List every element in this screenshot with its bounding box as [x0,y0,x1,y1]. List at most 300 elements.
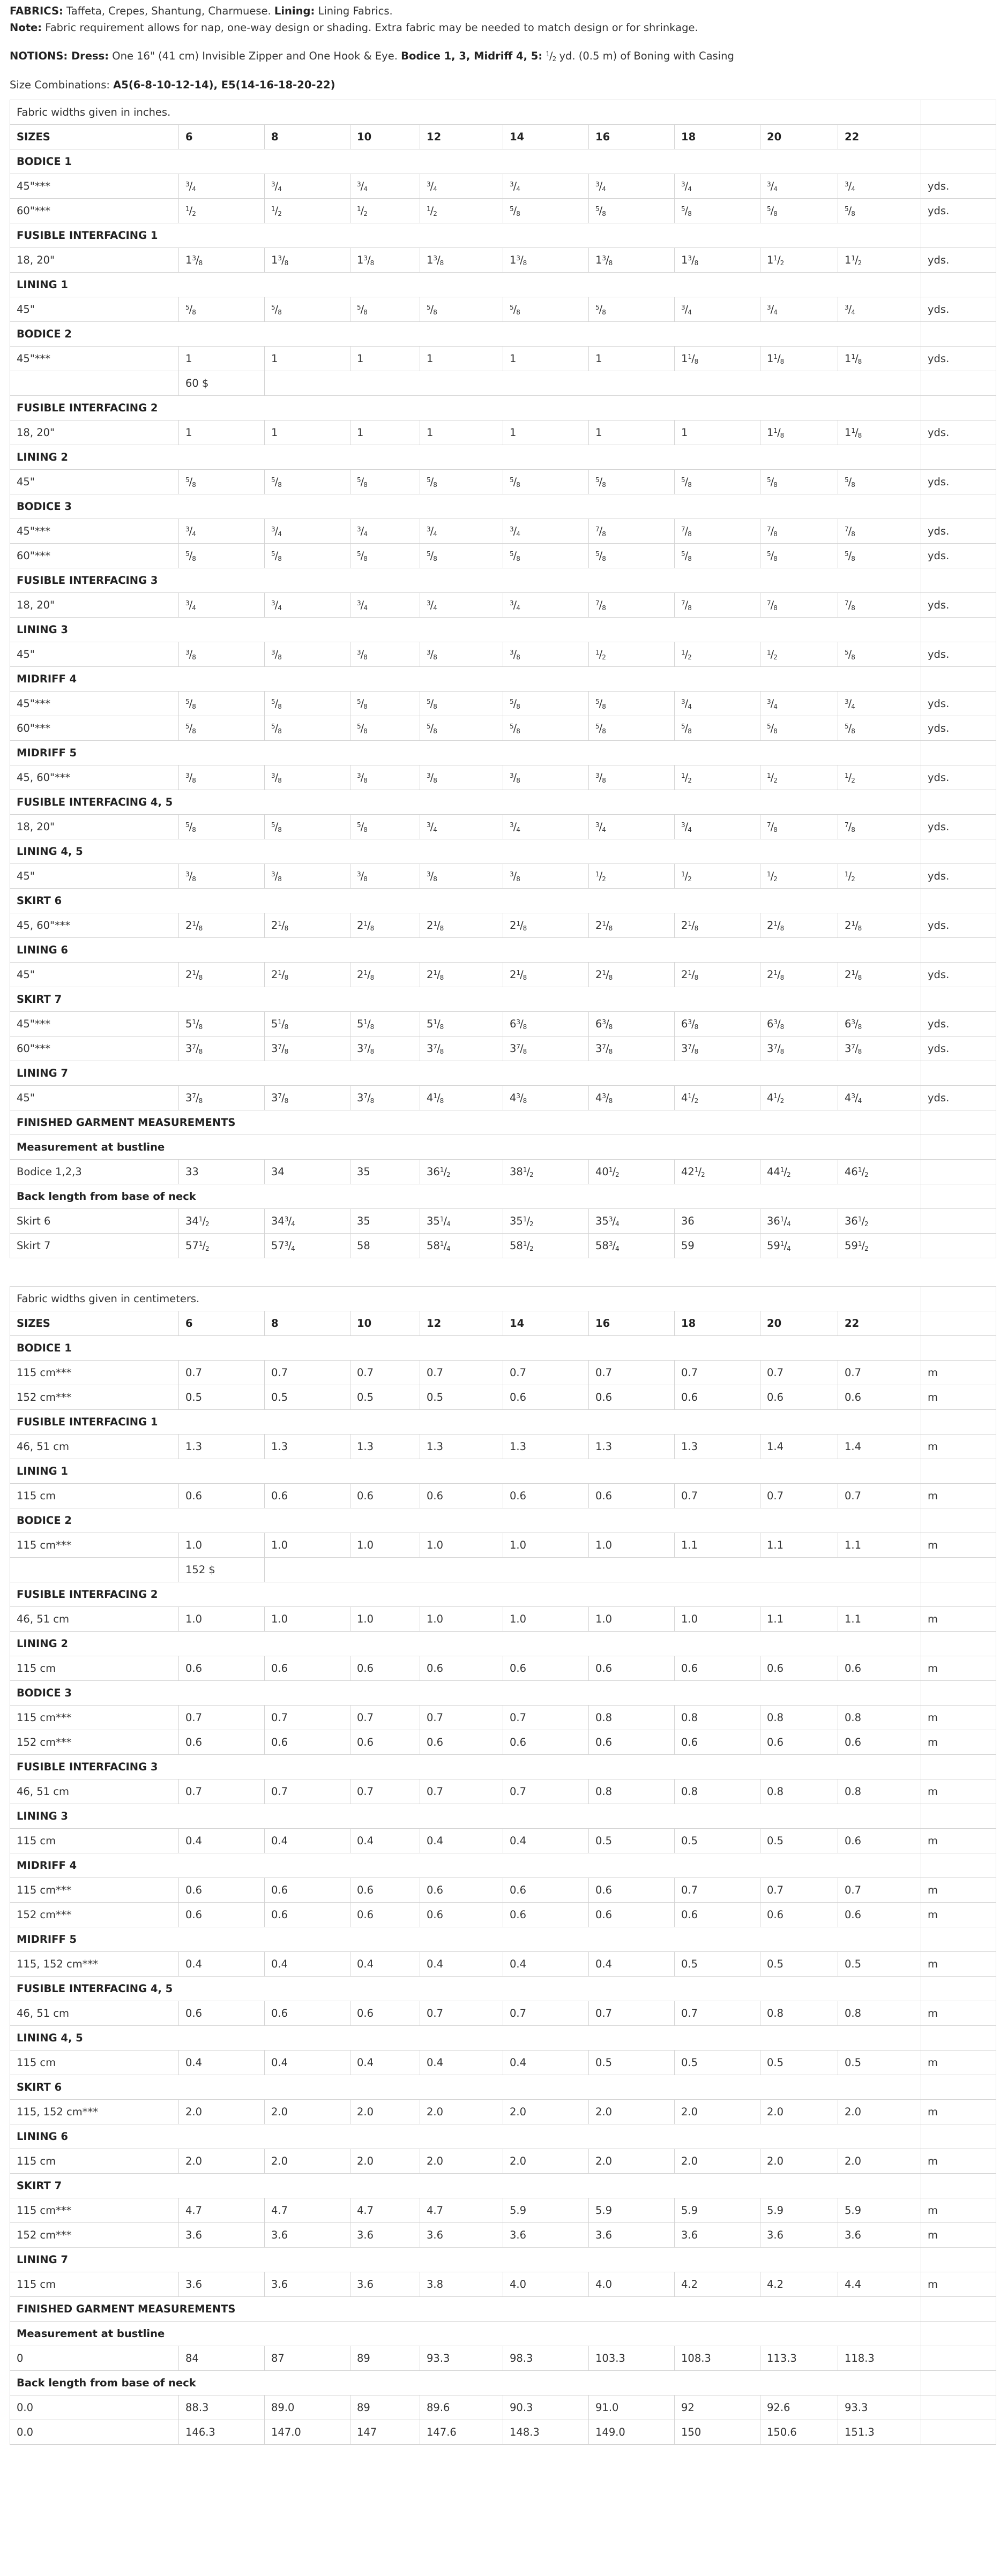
value-cell: 89 [350,2395,420,2420]
value-cell: $3^7/_8$ [503,1037,589,1061]
table-row [10,174,996,199]
fabric-width-label: 45"*** [10,347,179,371]
value-cell [350,544,420,568]
empty-cell [921,371,996,396]
value-cell: 1 [265,420,350,445]
value-cell: 2.0 [838,2149,921,2174]
value-cell: 0.5 [589,2051,675,2075]
section-title: FUSIBLE INTERFACING 3 [10,1755,921,1779]
notions-boning-text: yd. (0.5 m) of Boning with Casing [559,50,734,62]
value-cell: $36^1/_2$ [420,1160,503,1184]
value-cell [760,297,838,322]
fraction: $^1/_8$ [602,919,613,932]
empty-cell [265,371,921,396]
fraction: $^5/_8$ [681,549,691,562]
fraction: $^3/_8$ [278,253,288,267]
section-header-row [10,396,996,420]
value-cell: 3.6 [179,2272,265,2297]
fraction: $^1/_2$ [857,1239,868,1252]
value-cell: 0.6 [838,1730,921,1755]
unit-cell: yds. [921,248,996,273]
value-cell: $1^1/_8$ [838,347,921,371]
value-cell: 0.6 [179,1656,265,1681]
value-cell: $1^3/_8$ [503,248,589,273]
value-cell: 3.6 [265,2272,350,2297]
value-cell: 0.7 [350,1779,420,1804]
value-cell: 2.0 [760,2149,838,2174]
value-cell: 0.5 [265,1385,350,1410]
table-row [10,1878,996,1903]
value-cell: 1 [503,420,589,445]
value-cell: 0.6 [760,1903,838,1927]
value-cell: 0.8 [675,1779,760,1804]
value-cell [265,297,350,322]
value-cell: 0.6 [589,1730,675,1755]
value-cell [420,199,503,223]
value-cell [265,593,350,618]
fraction: $^3/_4$ [427,524,437,538]
table-row [10,765,996,790]
table-row [10,1234,996,1258]
empty-cell [921,1927,996,1952]
notions-line [10,45,990,68]
value-cell: $2^1/_8$ [589,913,675,938]
value-cell: 0.7 [420,1361,503,1385]
fraction: $^3/_8$ [427,771,437,784]
value-cell: $4^3/_8$ [503,1086,589,1110]
value-cell: 4.7 [265,2198,350,2223]
value-cell [675,174,760,199]
fraction: $^7/_8$ [767,524,777,538]
value-cell: 0.5 [838,1952,921,1977]
value-cell: $1^3/_8$ [589,248,675,273]
fraction: $^3/_8$ [363,253,374,267]
unit-cell: m [921,2100,996,2124]
fraction: $^5/_8$ [427,697,437,710]
unit-cell: yds. [921,913,996,938]
fraction: $^5/_8$ [357,549,367,562]
fraction: $^3/_8$ [185,869,196,883]
fraction: $^3/_4$ [427,820,437,833]
fraction: $^5/_8$ [595,303,606,316]
fraction: $^1/_8$ [433,1091,444,1105]
fabric-width-label: 46, 51 cm [10,2001,179,2026]
value-cell: 0.7 [265,1706,350,1730]
section-header-row [10,1061,996,1086]
value-cell: $1^3/_8$ [265,248,350,273]
fraction: $^5/_8$ [845,204,855,217]
value-cell: 2.0 [420,2149,503,2174]
section-title: Back length from base of neck [10,2371,921,2395]
value-cell: 0.7 [265,1779,350,1804]
table-row [10,544,996,568]
section-title: LINING 1 [10,273,921,297]
value-cell: 147.0 [265,2420,350,2445]
value-cell: $6^3/_8$ [589,1012,675,1037]
sizes-header-row [10,125,996,149]
fraction: $^3/_4$ [681,697,691,710]
section-header-row [10,1582,996,1607]
value-cell: 1 [179,347,265,371]
value-cell: 0.7 [589,2001,675,2026]
table-row [10,2420,996,2445]
value-cell [760,765,838,790]
value-cell: $4^3/_8$ [589,1086,675,1110]
value-cell: 0.7 [503,1706,589,1730]
unit-cell [921,2346,996,2371]
fraction: $^1/_2$ [780,1165,790,1178]
fraction: $^7/_8$ [516,1042,527,1055]
fraction: $^1/_8$ [433,1017,444,1031]
value-cell [179,716,265,741]
fraction: $^5/_8$ [595,697,606,710]
table-caption: Fabric widths given in inches. [10,100,921,125]
value-cell [503,765,589,790]
fraction: $^1/_8$ [602,968,613,981]
value-cell [589,199,675,223]
value-cell: 1.0 [179,1607,265,1632]
value-cell: 1.1 [838,1533,921,1558]
size-header-cell: 12 [420,1311,503,1336]
value-cell [350,519,420,544]
value-cell: $2^1/_8$ [838,963,921,987]
table-row [10,913,996,938]
fabric-width-label: 45"*** [10,519,179,544]
fraction: $^1/_8$ [688,352,698,365]
value-cell: 3.6 [265,2223,350,2248]
size-header-cell: 20 [760,1311,838,1336]
value-cell [265,716,350,741]
value-cell [179,544,265,568]
value-cell: $3^7/_8$ [265,1037,350,1061]
fraction: $^1/_4$ [439,1214,450,1228]
fabric-width-label: 46, 51 cm [10,1607,179,1632]
section-title: Measurement at bustline [10,1135,921,1160]
size-header-cell: 20 [760,125,838,149]
size-header-cell: 6 [179,125,265,149]
notions-label: NOTIONS: Dress: [10,50,109,62]
notions-text: One 16" (41 cm) Invisible Zipper and One Hook & Eye. [112,50,398,62]
fraction: $^5/_8$ [185,820,196,833]
fraction: $^1/_8$ [688,968,698,981]
section-title: SKIRT 7 [10,987,921,1012]
table-row [10,1607,996,1632]
unit-cell: m [921,2001,996,2026]
empty-cell [921,790,996,815]
value-cell: $2^1/_8$ [179,913,265,938]
value-cell [420,593,503,618]
value-cell: 0.6 [179,1878,265,1903]
empty-cell [921,889,996,913]
value-cell [179,765,265,790]
table-row [10,593,996,618]
table-row [10,1037,996,1061]
unit-cell: m [921,1435,996,1459]
value-cell: $2^1/_8$ [265,963,350,987]
fraction: $^5/_8$ [845,475,855,489]
value-cell: 1.0 [350,1533,420,1558]
value-cell: 0.7 [350,1706,420,1730]
value-cell: 2.0 [760,2100,838,2124]
fraction: $^5/_8$ [595,475,606,489]
value-cell: 0.7 [760,1878,838,1903]
section-header-row [10,223,996,248]
fraction: $^3/_8$ [851,1017,862,1031]
empty-cell [921,2124,996,2149]
table-row [10,1435,996,1459]
fraction: $^1/_2$ [198,1239,209,1252]
empty-cell [921,2322,996,2346]
value-cell: 0.6 [350,1903,420,1927]
value-cell [589,642,675,667]
fraction: $^3/_4$ [271,524,281,538]
value-cell: $3^7/_8$ [675,1037,760,1061]
section-title: BODICE 1 [10,149,921,174]
value-cell: 0.6 [350,1730,420,1755]
unit-cell: yds. [921,815,996,839]
fraction: $^7/_8$ [681,524,691,538]
fabric-width-label: 18, 20" [10,248,179,273]
empty-cell [921,273,996,297]
value-cell [503,519,589,544]
empty-cell [921,1410,996,1435]
fraction: $^1/_8$ [278,1017,288,1031]
value-cell: 1.0 [265,1533,350,1558]
fraction: $^3/_8$ [510,648,520,661]
value-cell: 1.0 [350,1607,420,1632]
value-cell [760,815,838,839]
value-cell: 89 [350,2346,420,2371]
fraction: $^3/_4$ [427,598,437,612]
value-cell: 1.0 [675,1607,760,1632]
value-cell: 1.0 [420,1533,503,1558]
fraction: $^3/_8$ [357,771,367,784]
value-cell [179,593,265,618]
value-cell: 1.0 [589,1533,675,1558]
unit-cell [921,2420,996,2445]
fraction: $^1/_8$ [433,968,444,981]
value-cell: $3^7/_8$ [838,1037,921,1061]
value-cell: 0.4 [179,1829,265,1853]
fraction: $^3/_4$ [271,179,281,193]
section-header-row [10,1632,996,1656]
value-cell: 34 [265,1160,350,1184]
value-cell: $35^1/_2$ [503,1209,589,1234]
note-cell: 60 $ [179,371,265,396]
value-cell: $57^3/_4$ [265,1234,350,1258]
value-cell: 0.4 [265,1829,350,1853]
fraction: $^1/_2$ [185,204,196,217]
value-cell: $5^1/_8$ [350,1012,420,1037]
fabric-width-label: 115 cm*** [10,2198,179,2223]
value-cell: 89.0 [265,2395,350,2420]
unit-cell: yds. [921,297,996,322]
value-cell: 0.5 [760,1952,838,1977]
table-row [10,716,996,741]
fraction: $^1/_8$ [363,919,374,932]
value-cell: 0.6 [503,1385,589,1410]
fabric-width-label: 115 cm*** [10,1878,179,1903]
fraction: $^3/_4$ [357,179,367,193]
value-cell: 1.0 [503,1533,589,1558]
value-cell [350,470,420,494]
size-header-cell: 8 [265,1311,350,1336]
table-row [10,2149,996,2174]
value-cell [420,765,503,790]
value-cell: 0.4 [179,2051,265,2075]
unit-cell: m [921,1730,996,1755]
value-cell: 0.6 [503,1484,589,1508]
fraction: $^7/_8$ [773,1042,784,1055]
fraction: $^3/_8$ [271,771,281,784]
fraction: $^3/_8$ [773,1017,784,1031]
table-row [10,297,996,322]
value-cell [420,519,503,544]
value-cell: 0.7 [838,1878,921,1903]
value-cell: 1 [675,420,760,445]
section-title: FUSIBLE INTERFACING 1 [10,1410,921,1435]
note-text: Fabric requirement allows for nap, one-way design or shading. Extra fabric may be needed to match design or for shrinkage. [45,21,698,34]
value-cell: 0.6 [265,1484,350,1508]
value-cell: 0.7 [675,1878,760,1903]
size-combinations-text: A5(6-8-10-12-14), E5(14-16-18-20-22) [113,79,335,91]
empty-cell [921,1508,996,1533]
empty-cell [921,1582,996,1607]
value-cell: 0.7 [838,1361,921,1385]
value-cell: 0.7 [503,2001,589,2026]
fraction: $^5/_8$ [357,697,367,710]
section-header-row [10,1459,996,1484]
value-cell [350,716,420,741]
fraction: $^3/_8$ [427,869,437,883]
table-row [10,2001,996,2026]
section-header-row [10,1135,996,1160]
fraction: $^1/_2$ [271,204,281,217]
value-cell: 0.4 [503,2051,589,2075]
fraction: $^5/_8$ [271,697,281,710]
value-cell [675,470,760,494]
fraction: $^3/_4$ [510,524,520,538]
fabric-width-label: 45, 60"*** [10,913,179,938]
fraction: $^7/_8$ [595,524,606,538]
value-cell: 1.0 [179,1533,265,1558]
value-cell: $35^3/_4$ [589,1209,675,1234]
value-cell [838,765,921,790]
fraction: $^5/_8$ [767,204,777,217]
fabric-width-label: 60"*** [10,716,179,741]
table-row [10,1829,996,1853]
fraction: $^1/_8$ [278,968,288,981]
value-cell: $59^1/_4$ [760,1234,838,1258]
empty-cell [921,494,996,519]
fraction: $^1/_2$ [773,253,784,267]
value-cell: 0.6 [420,1730,503,1755]
value-cell: 0.8 [838,2001,921,2026]
fraction: $^1/_2$ [851,253,862,267]
value-cell: 3.6 [350,2272,420,2297]
value-cell [838,470,921,494]
value-cell [675,765,760,790]
value-cell: 4.4 [838,2272,921,2297]
fraction: $^1/_2$ [767,648,777,661]
section-title: LINING 4, 5 [10,2026,921,2051]
section-title: MIDRIFF 5 [10,1927,921,1952]
value-cell: $58^1/_2$ [503,1234,589,1258]
fraction: $^1/_2$ [857,1165,868,1178]
value-cell: $4^1/_2$ [760,1086,838,1110]
empty-cell [921,987,996,1012]
fraction: $^5/_8$ [357,475,367,489]
value-cell: 103.3 [589,2346,675,2371]
fabric-width-label: 18, 20" [10,815,179,839]
value-cell: 0.6 [503,1730,589,1755]
fabric-width-label: 152 cm*** [10,2223,179,2248]
value-cell: 0.6 [838,1903,921,1927]
section-title: FUSIBLE INTERFACING 2 [10,1582,921,1607]
value-cell [420,692,503,716]
unit-cell [921,2395,996,2420]
value-cell [589,815,675,839]
section-title: LINING 1 [10,1459,921,1484]
table-row [10,864,996,889]
fraction: $^3/_4$ [185,524,196,538]
fraction: $^1/_4$ [439,1239,450,1252]
section-header-row [10,1977,996,2001]
sizes-label: SIZES [10,125,179,149]
unit-cell: yds. [921,1037,996,1061]
value-cell: 0.6 [838,1385,921,1410]
value-cell: 3.6 [179,2223,265,2248]
fraction: $^5/_8$ [510,697,520,710]
fraction: $^7/_8$ [363,1091,374,1105]
value-cell [838,519,921,544]
unit-cell: yds. [921,963,996,987]
fraction: $^7/_8$ [688,1042,698,1055]
value-cell: 0.7 [589,1361,675,1385]
section-header-row [10,2075,996,2100]
table-row [10,199,996,223]
fraction: $^3/_8$ [516,1091,527,1105]
fraction: $^1/_8$ [192,1017,203,1031]
unit-cell: m [921,1706,996,1730]
fraction: $^1/_2$ [767,869,777,883]
value-cell: 0.6 [420,1878,503,1903]
fabric-width-label: 45"*** [10,174,179,199]
table-row [10,2100,996,2124]
value-cell: 5.9 [503,2198,589,2223]
table [10,1286,996,2445]
fabric-width-label: 45" [10,963,179,987]
value-cell [589,864,675,889]
fraction: $^1/_2$ [357,204,367,217]
fraction: $^1/_2$ [681,771,691,784]
value-cell: $3^7/_8$ [589,1037,675,1061]
fabric-width-label: 45" [10,470,179,494]
fraction: $^1/_4$ [780,1239,790,1252]
section-header-row [10,2371,996,2395]
value-cell [838,199,921,223]
value-cell: 0.6 [265,1730,350,1755]
value-cell [760,642,838,667]
fraction: $^3/_8$ [516,253,527,267]
value-cell: $6^3/_8$ [838,1012,921,1037]
value-cell [760,593,838,618]
section-title: FINISHED GARMENT MEASUREMENTS [10,1110,921,1135]
value-cell [760,692,838,716]
value-cell: 93.3 [838,2395,921,2420]
fraction: $^3/_8$ [271,648,281,661]
size-header-cell: 18 [675,125,760,149]
